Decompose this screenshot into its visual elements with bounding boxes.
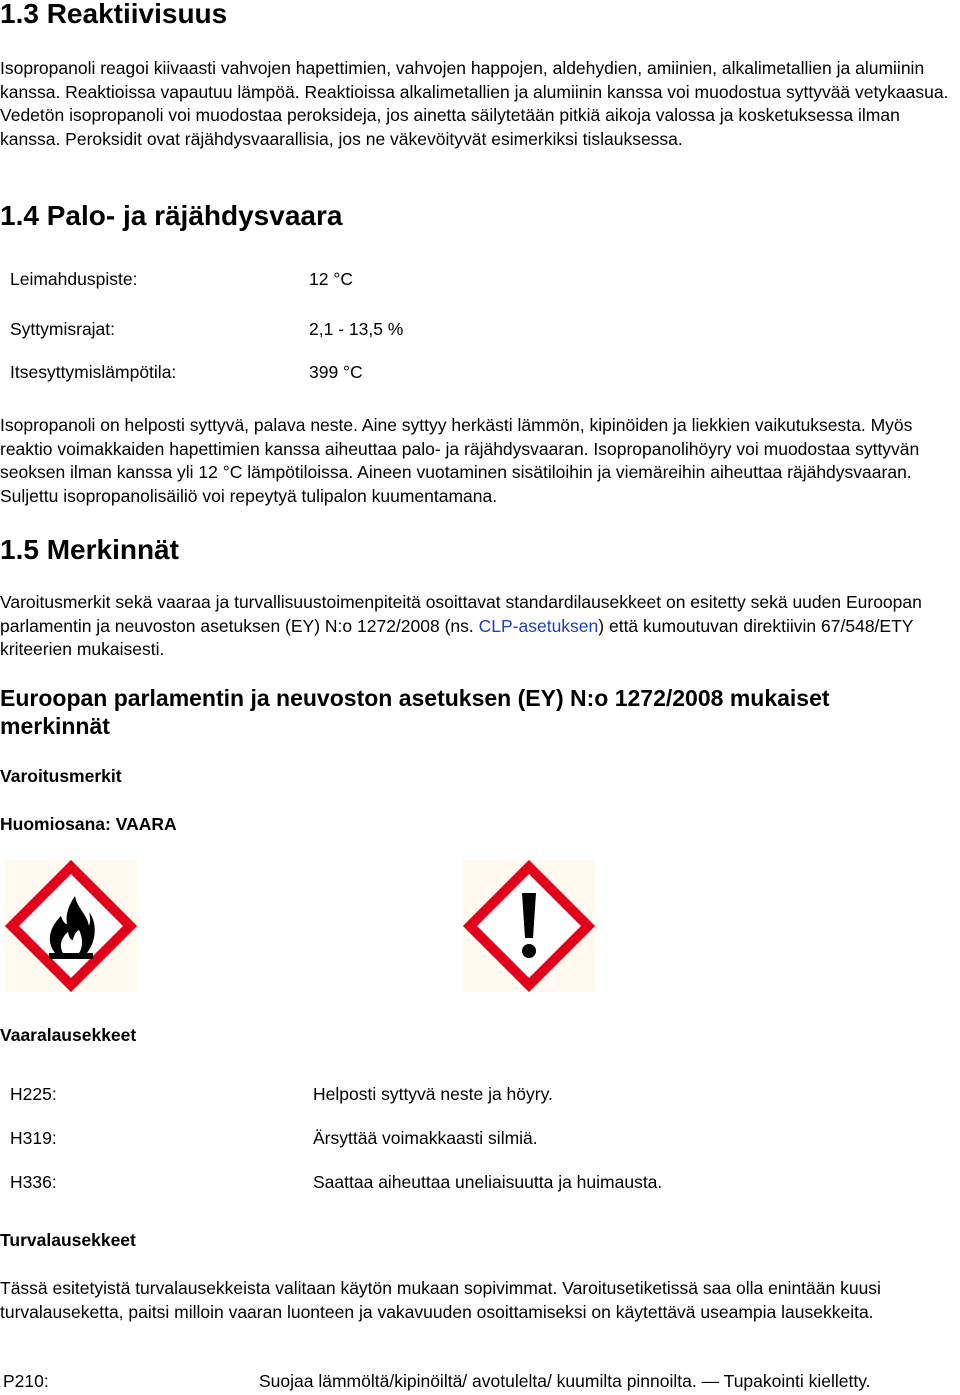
flash-point-label: Leimahduspiste: [10,269,138,289]
hazard-code: H336: [10,1172,57,1192]
labels-paragraph [0,591,960,662]
labels-text-after: ) että kumoutuvan direktiivin 67/548/ETY kriteerien mukaisesti. [0,615,914,659]
reactivity-paragraph: Isopropanoli reagoi kiivaasti vahvojen hapettimien, vahvojen happojen, aldehydien, amiinien, alkalimetallien ja alumiinin kanssa. Reaktioissa vapautuu lämpöä. Reaktioissa alkalimetallien ja alumiinin kanssa voi muodostua syttyvää vetykaasua. Vedetön isopropanoli voi muodostaa peroksideja, jos ainetta säilytetään pitkiä aikoja valossa ja kosketuksessa ilman kanssa. Peroksidit ovat räjähdysvaarallisia, jos ne väkevöityvät esimerkiksi tislauksessa. [0,58,949,149]
precaution-code: P210: [3,1371,49,1391]
fire-paragraph: Isopropanoli on helposti syttyvä, palava neste. Aine syttyy herkästi lämmön, kipinöiden ja liekkien vaikutuksesta. Myös reaktio voimakkaiden hapettimien kanssa aiheuttaa palo- ja räjähdysvaaran. Isopropanolihöyry voi muodostaa syttyvän seoksen ilman kanssa yli 12 °C lämpötiloissa. Aineen vuotaminen sisätiloihin ja viemäreihin aiheuttaa räjähdysvaaran. Suljettu isopropanolisäiliö voi repeytyä tulipalon kuumentamana. [0,415,920,506]
eu-section-heading: Euroopan parlamentin ja neuvoston asetuksen (EY) N:o 1272/2008 mukaiset merkinnät [0,685,830,739]
autoignition-value: 399 °C [309,362,363,382]
hazard-text: Ärsyttää voimakkaasti silmiä. [313,1128,538,1148]
signal-word: Huomiosana: VAARA [0,814,177,834]
precautionary-paragraph: Tässä esitetyistä turvalausekkeista valitaan käytön mukaan sopivimmat. Varoitusetiketissä saa olla enintään kuusi turvalauseketta, paitsi milloin vaaran luonteen ja vakavuuden osoittamiseksi on käytettävä useampia lausekkeita. [0,1278,881,1322]
precautionary-statements-heading: Turvalausekkeet [0,1230,136,1250]
exclamation-mark-pictogram [463,860,595,992]
section-heading-labels: 1.5 Merkinnät [0,534,179,565]
flammability-limits-label: Syttymisrajat: [10,319,116,339]
flame-pictogram [5,860,137,992]
warning-marks-label: Varoitusmerkit [0,766,122,786]
hazard-text: Saattaa aiheuttaa uneliaisuutta ja huimausta. [313,1172,663,1192]
hazard-text: Helposti syttyvä neste ja höyry. [313,1084,553,1104]
flash-point-value: 12 °C [309,269,353,289]
hazard-code: H225: [10,1084,57,1104]
section-heading-reactivity: 1.3 Reaktiivisuus [0,0,228,29]
section-heading-fire: 1.4 Palo- ja räjähdysvaara [0,200,343,231]
labels-text-before: Varoitusmerkit sekä vaaraa ja turvallisuustoimenpiteitä osoittavat standardilausekkeet on esitetty sekä uuden Euroopan parlamentin ja neuvoston asetuksen (EY) N:o 1272/2008 (ns. [0,592,922,636]
flammability-limits-value: 2,1 - 13,5 % [309,319,404,339]
clp-link[interactable]: CLP-asetuksen [478,615,599,636]
hazard-statements-heading: Vaaralausekkeet [0,1025,137,1045]
precaution-text: Suojaa lämmöltä/kipinöiltä/ avotulelta/ kuumilta pinnoilta. — Tupakointi kielletty. [259,1371,871,1391]
hazard-code: H319: [10,1128,57,1148]
autoignition-label: Itsesyttymislämpötila: [10,362,177,382]
